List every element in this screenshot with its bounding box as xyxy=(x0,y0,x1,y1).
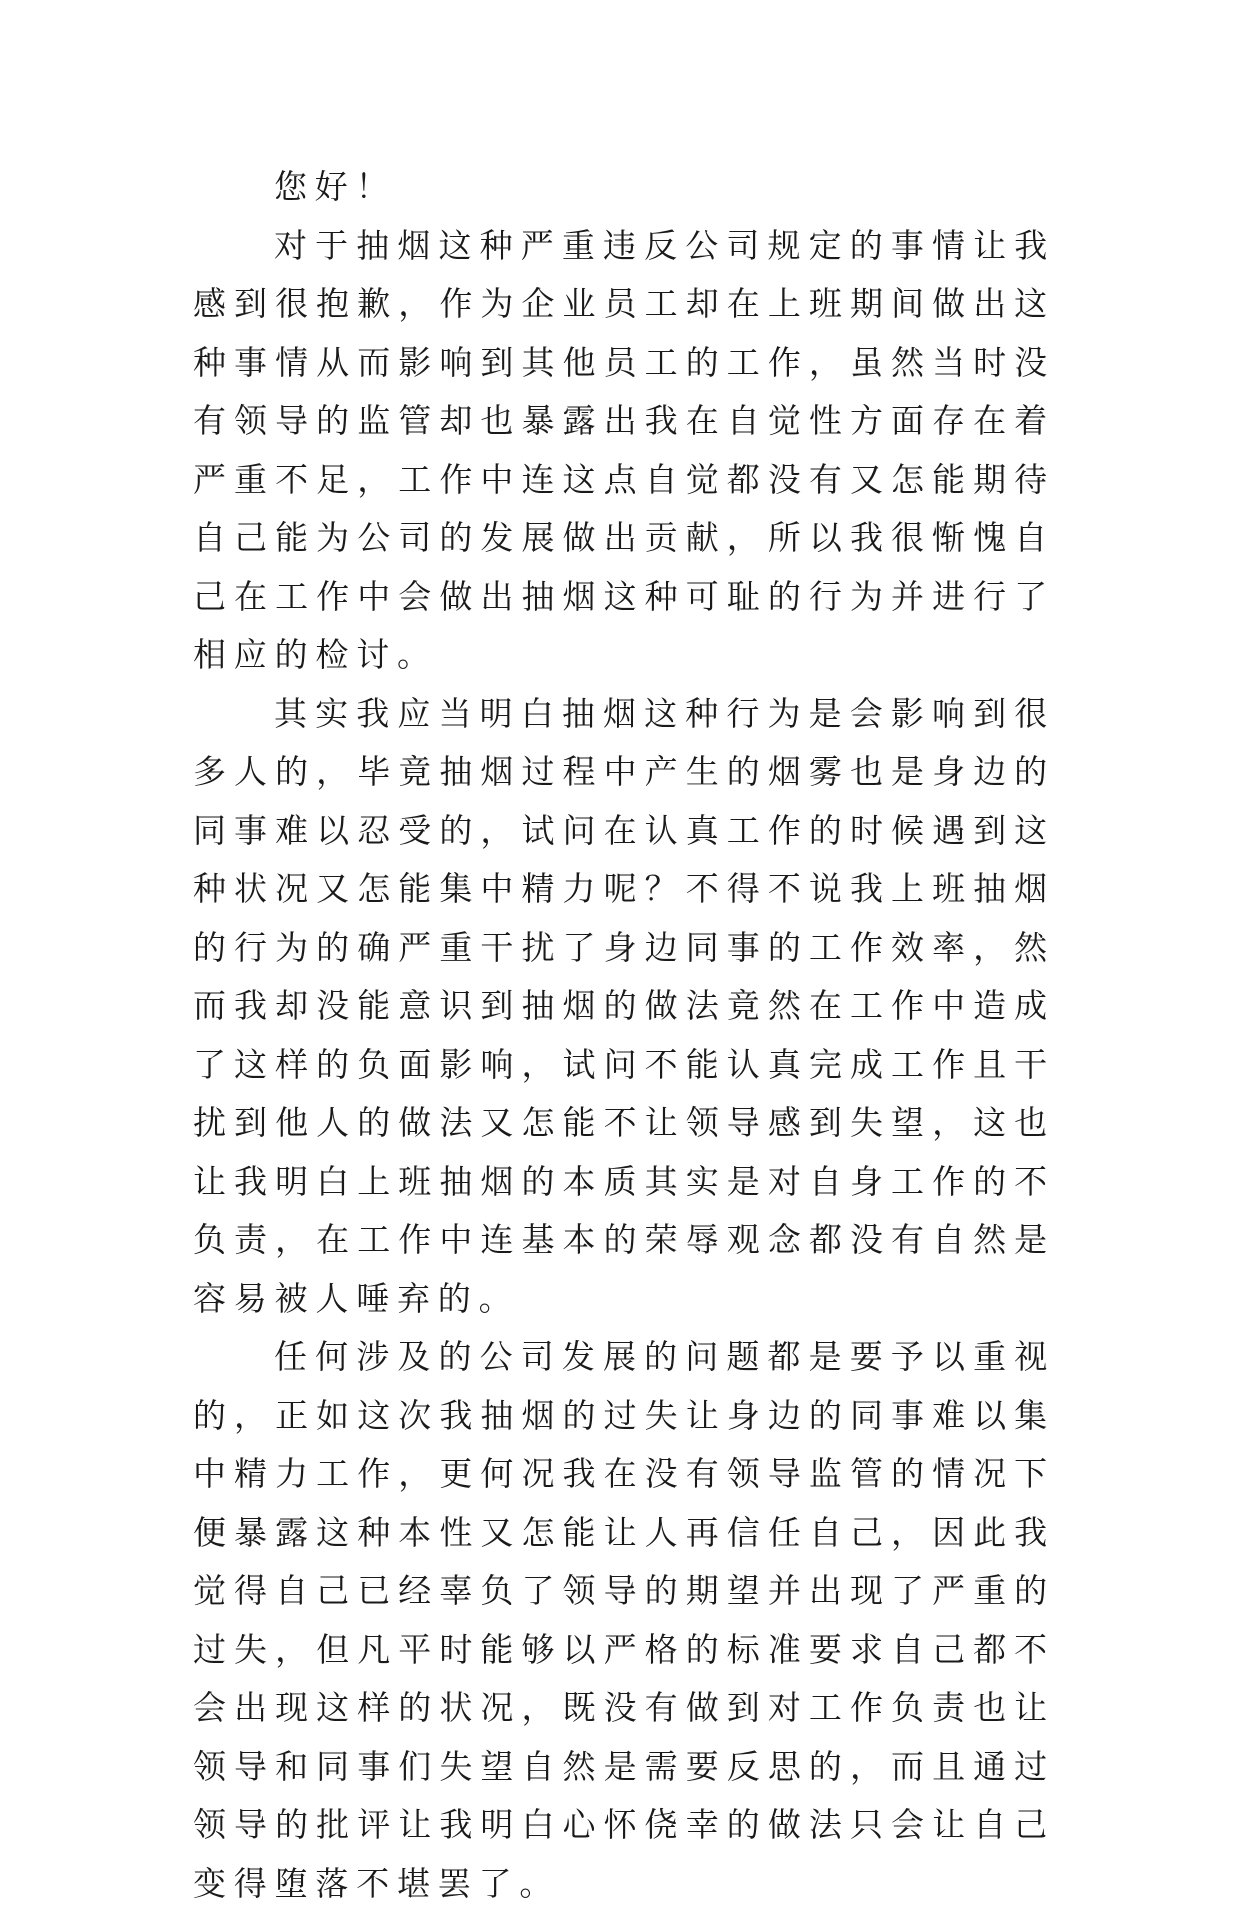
paragraph-3: 任何涉及的公司发展的问题都是要予以重视的，正如这次我抽烟的过失让身边的同事难以集中精力工作，更何况我在没有领导监管的情况下便暴露这种本性又怎能让人再信任自己，因此我觉得自己已经辜负了领导的期望并出现了严重的过失，但凡平时能够以严格的标准要求自己都不会出现这样的状况，既没有做到对工作负责也让领导和同事们失望自然是需要反思的，而且通过领导的批评让我明白心怀侥幸的做法只会让自己变得堕落不堪罢了。 xyxy=(193,1337,1055,1903)
greeting: 您好！ xyxy=(274,167,397,206)
paragraph-2: 其实我应当明白抽烟这种行为是会影响到很多人的，毕竟抽烟过程中产生的烟雾也是身边的同事难以忍受的，试问在认真工作的时候遇到这种状况又怎能集中精力呢？不得不说我上班抽烟的行为的确严重干扰了身边同事的工作效率，然而我却没能意识到抽烟的做法竟然在工作中造成了这样的负面影响，试问不能认真完成工作且干扰到他人的做法又怎能不让领导感到失望，这也让我明白上班抽烟的本质其实是对自身工作的不负责，在工作中连基本的荣辱观念都没有自然是容易被人唾弃的。 xyxy=(193,693,1055,1318)
paragraph-1: 对于抽烟这种严重违反公司规定的事情让我感到很抱歉，作为企业员工却在上班期间做出这种事情从而影响到其他员工的工作，虽然当时没有领导的监管却也暴露出我在自觉性方面存在着严重不足，工作中连这点自觉都没有又怎能期待自己能为公司的发展做出贡献，所以我很惭愧自己在工作中会做出抽烟这种可耻的行为并进行了相应的检讨。 xyxy=(193,225,1055,674)
document-body xyxy=(193,158,1055,1913)
